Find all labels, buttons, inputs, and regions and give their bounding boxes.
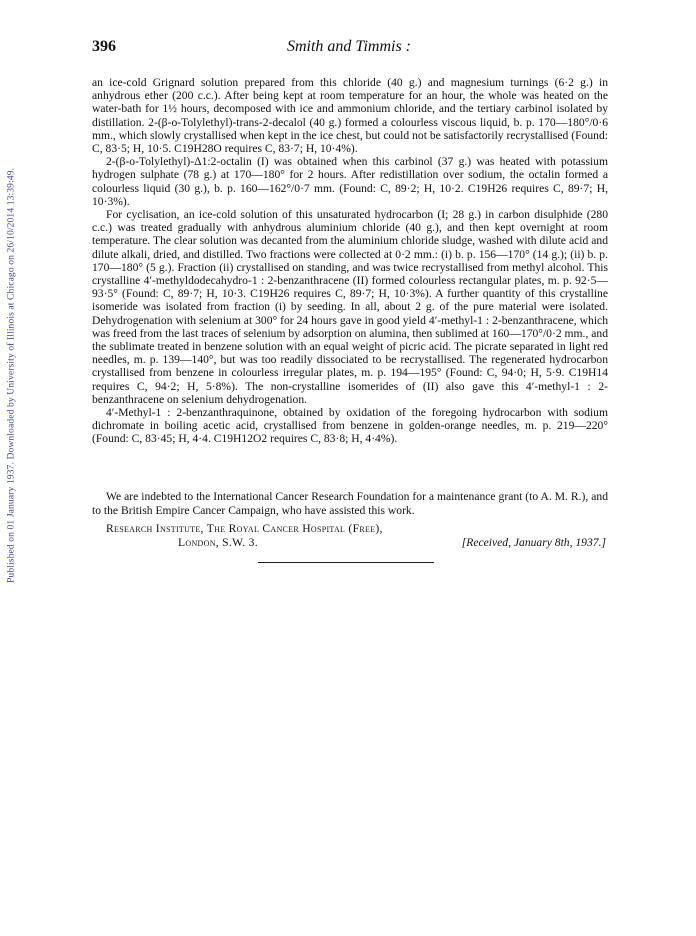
end-rule <box>258 562 434 563</box>
paragraph-cyclisation: For cyclisation, an ice-cold solution of this unsaturated hydrocarbon (I; 28 g.) in carbon disulphide (280 c.c.) was treated gradually with anhydrous aluminium chloride (40 g.), and then kept overnight at room temperature. The clear solution was decanted from the aluminium chloride sludge, washed with dilute acid and dilute alkali, dried, and distilled. Two fractions were collected at 0·2 mm.: (i) b. p. 156—170° (14 g.); (ii) b. p. 170—180° (5 g.). Fraction (ii) crystallised on standing, and was twice recrystallised from methyl alcohol. This crystalline 4′-methyldodecahydro-1 : 2-benzanthracene (II) formed colourless rectangular plates, m. p. 92·5—93·5° (Found: C, 89·7; H, 10·3. C19H26 requires C, 89·7; H, 10·3%). A further quantity of this crystalline isomeride was isolated from fraction (i) by seeding. In all, about 2 g. of the pure material were isolated. Dehydrogenation with selenium at 300° for 24 hours gave in good yield 4′-methyl-1 : 2-benzanthracene, which was freed from the last traces of selenium by adsorption on alumina, then sublimed at 160—170°/0·2 mm., and the sublimate treated in benzene solution with an equal weight of picric acid. The picrate separated in light red needles, m. p. 139—140°, but was too readily dissociated to be recrystallised. The regenerated hydrocarbon crystallised from benzene in colourless irregular plates, m. p. 194—195° (Found: C, 94·0; H, 5·9. C19H14 requires C, 94·2; H, 5·8%). The non-crystalline isomerides of (II) also gave this 4′-methyl-1 : 2-benzanthracene on selenium dehydrogenation. <box>92 208 608 406</box>
acknowledgement-text: We are indebted to the International Cancer Research Foundation for a maintenance grant (to A. M. R.), and to the British Empire Cancer Campaign, who have assisted this work. <box>92 490 608 517</box>
institution-line-2: London, S.W. 3. <box>178 536 258 549</box>
institution-line-1: Research Institute, The Royal Cancer Hospital (Free), <box>106 522 383 535</box>
page-number: 396 <box>92 38 116 55</box>
article-body <box>92 76 608 446</box>
publication-side-note: Published on 01 January 1937. Downloaded by University of Illinois at Chicago on 26/10/2014 13:39:49. <box>5 167 17 583</box>
received-date: [Received, January 8th, 1937.] <box>461 536 606 549</box>
running-title: Smith and Timmis : <box>286 38 411 55</box>
page-header <box>92 38 606 64</box>
paragraph-quinone: 4′-Methyl-1 : 2-benzanthraquinone, obtained by oxidation of the foregoing hydrocarbon with sodium dichromate in boiling acetic acid, crystallised from benzene in golden-orange needles, m. p. 219—220° (Found: C, 83·45; H, 4·4. C19H12O2 requires C, 83·8; H, 4·4%). <box>92 406 608 446</box>
paragraph-octalin: 2-(β-o-Tolylethyl)-Δ1:2-octalin (I) was obtained when this carbinol (37 g.) was heated with potassium hydrogen sulphate (78 g.) at 170—180° for 2 hours. After redistillation over sodium, the octalin formed a colourless liquid (30 g.), b. p. 160—162°/0·7 mm. (Found: C, 89·2; H, 10·2. C19H26 requires C, 89·7; H, 10·3%). <box>92 155 608 208</box>
acknowledgement <box>92 490 608 517</box>
institution-block <box>106 522 606 550</box>
paragraph-grignard: an ice-cold Grignard solution prepared from this chloride (40 g.) and magnesium turnings (6·2 g.) in anhydrous ether (200 c.c.). After being kept at room temperature for an hour, the whole was heated on the water-bath for 1½ hours, decomposed with ice and ammonium chloride, and the tertiary carbinol isolated by distillation. 2-(β-o-Tolylethyl)-trans-2-decalol (40 g.) formed a colourless viscous liquid, b. p. 170—180°/0·6 mm., which slowly crystallised when kept in the ice chest, but could not be satisfactorily recrystallised (Found: C, 83·5; H, 10·5. C19H28O requires C, 83·7; H, 10·4%). <box>92 76 608 156</box>
